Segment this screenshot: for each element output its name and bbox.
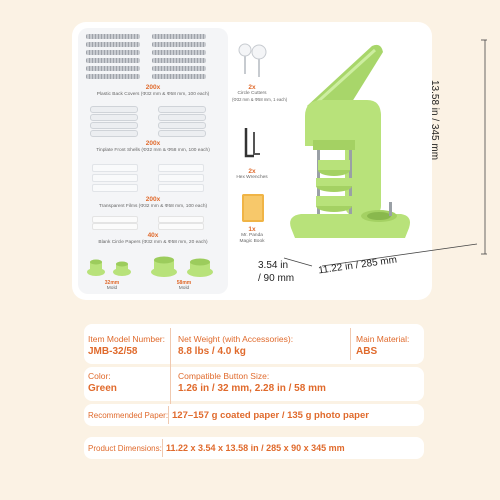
material-value: ABS <box>356 346 378 357</box>
spec-divider <box>162 439 163 457</box>
depth-dimension-line2: / 90 mm <box>258 273 295 284</box>
cutters-qty: 2x <box>248 84 256 91</box>
depth-dimension-line1: 3.54 in <box>258 260 289 271</box>
magic-book-icon <box>242 194 264 222</box>
paper-value: 127–157 g coated paper / 135 g photo paper <box>172 410 369 421</box>
shells-qty: 200x <box>145 140 161 147</box>
cutters-caption-2: (Φ32 mm & Φ58 mm, 1 each) <box>232 97 288 102</box>
dims-value: 11.22 x 3.54 x 13.58 in / 285 x 90 x 345 mm <box>166 443 345 453</box>
model-value: JMB-32/58 <box>88 346 138 357</box>
weight-label: Net Weight (with Accessories): <box>178 334 294 344</box>
papers-caption: Blank Circle Papers (Φ32 mm & Φ58 mm, 20 each) <box>98 240 208 245</box>
color-label: Color: <box>88 371 111 381</box>
book-caption-2: Magic Book <box>239 239 265 244</box>
width-dimension: 11.22 in / 285 mm <box>317 254 398 277</box>
mold58-size: 58mm <box>176 280 192 286</box>
covers-caption: Plastic Back Covers (Φ32 mm & Φ58 mm, 100 each) <box>96 92 210 97</box>
height-dimension: 13.58 in / 345 mm <box>429 80 440 161</box>
spec-divider <box>168 406 169 424</box>
material-label: Main Material: <box>356 334 410 344</box>
covers-qty: 200x <box>145 84 161 91</box>
spec-divider <box>170 328 171 404</box>
wrench-caption: Hex Wrenches <box>236 175 268 180</box>
molds-icon <box>82 248 222 282</box>
cutters-caption-1: Circle Cutters <box>237 91 267 96</box>
book-caption-1: Mr. Panda <box>241 233 263 238</box>
shells-caption: Tinplate Front Shells (Φ32 mm & Φ58 mm, 100 each) <box>96 148 210 153</box>
papers-qty: 40x <box>147 232 159 239</box>
films-qty: 200x <box>145 196 161 203</box>
films-caption: Transparent Films (Φ32 mm & Φ58 mm, 100 each) <box>98 204 208 209</box>
circle-cutter-icon <box>236 40 268 84</box>
wrench-qty: 2x <box>248 168 256 175</box>
mold32-size: 32mm <box>104 280 120 286</box>
book-qty: 1x <box>248 226 256 233</box>
spec-row-1 <box>84 324 424 364</box>
button-size-label: Compatible Button Size: <box>178 371 270 381</box>
weight-value: 8.8 lbs / 4.0 kg <box>178 346 246 357</box>
spec-divider <box>350 328 351 360</box>
paper-label: Recommended Paper: <box>88 411 169 420</box>
color-value: Green <box>88 383 117 394</box>
hex-wrench-icon <box>240 126 264 162</box>
model-label: Item Model Number: <box>88 334 165 344</box>
mold32-label: Mold <box>106 286 118 291</box>
dims-label: Product Dimensions: <box>88 444 162 453</box>
button-size-value: 1.26 in / 32 mm, 2.28 in / 58 mm <box>178 383 326 394</box>
mold58-label: Mold <box>178 286 190 291</box>
